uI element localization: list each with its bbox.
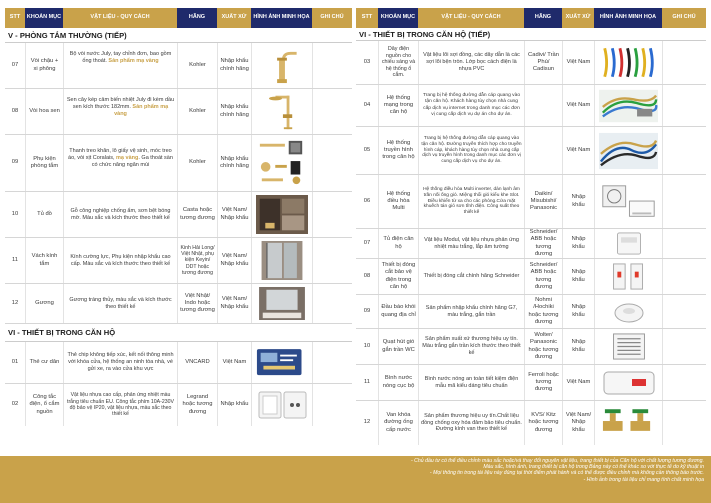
row-desc: Thiết bị đóng cắt chính hãng Schneider [418, 259, 524, 294]
accessories-image [254, 136, 310, 190]
header-note: GHI CHÚ [312, 8, 352, 28]
table-row [5, 384, 352, 426]
row-brand [524, 85, 562, 126]
row-item: Hệ thống truyền hình trong căn hộ [378, 127, 418, 174]
row-note [312, 238, 352, 283]
table-row [356, 401, 706, 445]
row-stt: 10 [363, 342, 371, 349]
row-desc: Trang bị hệ thống đường dẫn cáp quang vào tận căn hộ. Đường truyền thích hợp cho truyền hình cáp, khách hàng tùy chọn nhà cung cấp dịch vụ truyền hình trong danh mục các đơn vị cung cấp dịch vụ cho dự án. [418, 127, 524, 174]
row-note [662, 127, 706, 174]
section-title: VI - THIẾT BỊ TRONG CĂN HỘ [5, 324, 352, 342]
row-desc: Sen cây kép cảm biến nhiệt July đi kèm dầu sen kích thước 182mm. Sản phẩm mạ vàng [63, 89, 177, 134]
smoke-image [597, 296, 660, 327]
row-item: Gương [25, 284, 63, 323]
table-row [356, 41, 706, 85]
row-stt: 08 [363, 272, 371, 279]
row-item: Công tắc điện, ổ cắm nguồn [25, 384, 63, 426]
row-item: Thẻ cư dân [25, 342, 63, 383]
header-image: HÌNH ẢNH MINH HỌA [594, 8, 662, 28]
network-image [597, 86, 660, 125]
row-desc: Thẻ chip không tiếp xúc, kết nối thông minh với khóa cửa, hệ thống an ninh tòa nhà, vé gửi xe, ra vào cửa khu vực [63, 342, 177, 383]
row-brand: Legrand hoặc tương đương [177, 384, 217, 426]
row-desc: Bộ vòi nước July, tay chỉnh đơn, bao gồm ống thoát. Sản phẩm mạ vàng [63, 43, 177, 88]
table-row [356, 295, 706, 329]
row-item: Thiết bị đóng cắt bảo vệ điện trong căn hộ [378, 259, 418, 294]
row-origin: Nhập khẩu [562, 329, 594, 364]
row-desc: Sản phẩm nhập khẩu chính hãng G7, màu trắng, gắn trần [418, 295, 524, 328]
row-item: Vách kính tắm [25, 238, 63, 283]
row-origin: Nhập khẩu [217, 384, 251, 426]
row-desc: Thanh treo khăn, lô giấy vệ sinh, móc treo áo, vòi xịt Coralais, mạ vàng. Ga thoát sàn có chức năng ngăn mùi [63, 135, 177, 191]
row-note [312, 384, 352, 426]
table-row [5, 284, 352, 324]
note-line: - Mọi thông tin trong tài liệu này đúng tại thời điểm phát hành và có thể được điều chỉnh mà không cần thông báo trước. [429, 470, 704, 477]
row-stt: 11 [363, 378, 371, 385]
row-origin: Việt Nam/ Nhập khẩu [217, 284, 251, 323]
note-line: - Chủ đầu tư có thể điều chỉnh màu sắc hoặc/và thay đổi nguyên vật liệu, trang thiết bị của Căn hộ với chất lượng tương đương. [410, 458, 704, 464]
row-desc: Vật liệu Modul, vật liệu nhựa phản ứng nhiệt màu trắng, lắp âm tường [418, 229, 524, 258]
table-row [356, 329, 706, 365]
row-item: Van khóa đường ống cấp nước [378, 401, 418, 445]
row-origin: Việt Nam [562, 365, 594, 400]
row-note [662, 229, 706, 258]
switch-image [254, 385, 310, 425]
row-note [662, 401, 706, 445]
table-row [356, 85, 706, 127]
row-item: Hệ thống mạng trong căn hộ [378, 85, 418, 126]
row-stt: 07 [11, 61, 19, 68]
right-table-header [356, 8, 706, 28]
header-stt: STT [5, 8, 25, 28]
row-origin: Nhập khẩu [562, 229, 594, 258]
row-origin: Nhập khẩu [562, 295, 594, 328]
panel-image [597, 230, 660, 257]
table-row [5, 192, 352, 238]
header-item: KHOẢN MỤC [25, 8, 63, 28]
row-origin: Việt Nam [217, 342, 251, 383]
fan-image [597, 330, 660, 363]
row-desc: Kính cường lực, Phụ kiện nhập khẩu cao cấp. Màu sắc và kích thước theo thiết kế [63, 238, 177, 283]
row-origin: Nhập khẩu [562, 259, 594, 294]
row-stt: 01 [11, 358, 19, 365]
wire-image [597, 42, 660, 83]
row-stt: 11 [11, 256, 19, 263]
row-desc: Hệ thống điều hòa Multi inverter, dàn lạnh âm trần nối ống gió. Miệng thổi gió kiểu khe Slot. Điều khiển từ xa cho các phòng.Cửa mặt khuếch tán gió sơn tĩnh điện. Công suất theo thiết kế [418, 175, 524, 228]
row-item: Bình nước nóng cục bộ [378, 365, 418, 400]
row-item: Quạt hút gió gắn trần WC [378, 329, 418, 364]
row-desc: Trang bị hệ thống đường dẫn cáp quang vào tận căn hộ. Khách hàng tùy chọn nhà cung cấp dịch vụ internet trong danh mục các đơn vị cung cấp dịch vụ dự án cho dự án. [418, 85, 524, 126]
row-origin: Nhập khẩu chính hãng [217, 43, 251, 88]
row-brand: Daikin/ Misubishi/ Panasonic [524, 175, 562, 228]
row-item: Tủ điện căn hộ [378, 229, 418, 258]
valve-image [597, 402, 660, 444]
header-spec: VẬT LIỆU - QUY CÁCH [418, 8, 524, 28]
mirror-image [254, 285, 310, 322]
row-origin: Nhập khẩu [562, 175, 594, 228]
header-brand: HÃNG [524, 8, 562, 28]
card-image [254, 343, 310, 382]
row-note [662, 365, 706, 400]
table-row [5, 43, 352, 89]
row-item: Hệ thống điều hòa Multi [378, 175, 418, 228]
row-note [312, 89, 352, 134]
row-origin: Việt Nam/ Nhập khẩu [217, 192, 251, 237]
note-line: Màu sắc, hình ảnh, trang thiết bị căn hộ trong Bảng này có thể khác so với thực tế do kỹ thuật in [483, 464, 704, 471]
table-row [5, 238, 352, 284]
row-brand: Kohler [177, 89, 217, 134]
row-stt: 04 [363, 101, 371, 108]
row-brand: Nohmi /Hochiki hoặc tương đương [524, 295, 562, 328]
row-brand: Ferroli hoặc tương đương [524, 365, 562, 400]
right-spec-table [356, 8, 706, 445]
row-note [312, 43, 352, 88]
table-row [5, 342, 352, 384]
row-note [662, 41, 706, 84]
table-row [356, 229, 706, 259]
section-title: V - PHÒNG TẮM THƯỜNG (TIẾP) [5, 28, 352, 43]
table-row [356, 127, 706, 175]
row-desc: Sản phẩm xuất xứ thương hiệu uy tín. Màu trắng gắn trần kích thước theo thiết kế [418, 329, 524, 364]
row-origin: Việt Nam [562, 85, 594, 126]
row-item: Đầu báo khói quang địa chỉ [378, 295, 418, 328]
footer-band [0, 456, 711, 503]
row-origin: Việt Nam/ Nhập khẩu [562, 401, 594, 445]
table-row [356, 259, 706, 295]
row-stt: 09 [363, 307, 371, 314]
ac-image [597, 176, 660, 227]
header-spec: VẬT LIỆU - QUY CÁCH [63, 8, 177, 28]
row-note [312, 342, 352, 383]
row-note [662, 259, 706, 294]
row-brand: KVS/ Kitz hoặc tương đương [524, 401, 562, 445]
row-brand: Kohler [177, 43, 217, 88]
breaker-image [597, 260, 660, 293]
row-stt: 10 [11, 210, 19, 217]
row-note [662, 175, 706, 228]
faucet-image [254, 44, 310, 87]
tv-image [597, 128, 660, 173]
row-item: Phụ kiện phòng tắm [25, 135, 63, 191]
row-stt: 09 [11, 159, 19, 166]
row-brand: Kinh Hải Long/ Việt Nhật, phụ kiện Keyin/ DDT hoặc tương đương [177, 238, 217, 283]
row-desc: Sản phẩm thương hiệu uy tín.Chất liệu đồng chống oxy hóa đảm bảo tiêu chuẩn. Đường kính van theo thiết kế [418, 401, 524, 445]
table-row [5, 135, 352, 192]
row-stt: 06 [363, 197, 371, 204]
left-table-header [5, 8, 352, 28]
row-brand: VNCARD [177, 342, 217, 383]
row-item: Dây điện nguồn cho chiếu sáng và hệ thống ổ cắm. [378, 41, 418, 84]
header-note: GHI CHÚ [662, 8, 706, 28]
table-row [356, 175, 706, 229]
row-note [662, 295, 706, 328]
row-origin: Nhập khẩu chính hãng [217, 89, 251, 134]
disclaimer-notes [330, 458, 704, 483]
row-item: Vòi hoa sen [25, 89, 63, 134]
row-brand: Việt Nhật/ Indo hoặc tương đương [177, 284, 217, 323]
header-item: KHOẢN MỤC [378, 8, 418, 28]
row-brand: Schneider/ ABB hoặc tương đương [524, 259, 562, 294]
row-origin: Nhập khẩu chính hãng [217, 135, 251, 191]
cabinet-image [254, 193, 310, 236]
row-stt: 08 [11, 107, 19, 114]
table-row [5, 89, 352, 135]
row-brand: Kohler [177, 135, 217, 191]
row-item: Vòi chậu + xi phông [25, 43, 63, 88]
shower-image [254, 90, 310, 133]
row-desc: Gỗ công nghiệp chống ẩm, sơn bệt bóng mờ. Màu sắc và kích thước theo thiết kế [63, 192, 177, 237]
left-spec-table [5, 8, 352, 426]
header-image: HÌNH ẢNH MINH HỌA [251, 8, 312, 28]
row-stt: 02 [11, 401, 19, 408]
note-line: - Hình ảnh trong tài liệu chỉ mang tính chất minh họa [583, 476, 704, 483]
table-row [356, 365, 706, 401]
header-origin: XUẤT XỨ [217, 8, 251, 28]
row-origin: Việt Nam/ Nhập khẩu [217, 238, 251, 283]
row-stt: 05 [363, 146, 371, 153]
row-origin: Việt Nam [562, 127, 594, 174]
row-stt: 12 [11, 299, 19, 306]
row-brand [524, 127, 562, 174]
header-brand: HÃNG [177, 8, 217, 28]
row-stt: 07 [363, 239, 371, 246]
row-stt: 03 [363, 58, 371, 65]
heater-image [597, 366, 660, 399]
row-item: Tủ đồ [25, 192, 63, 237]
row-note [662, 329, 706, 364]
row-brand: Cadivi/ Trần Phú/ Cadisun [524, 41, 562, 84]
row-note [312, 135, 352, 191]
row-stt: 12 [363, 419, 371, 426]
header-origin: XUẤT XỨ [562, 8, 594, 28]
row-note [312, 192, 352, 237]
row-desc: Vật liệu nhựa cao cấp, phản ứng nhiệt màu trắng tiêu chuẩn EU. Công tắc phím 10A-230V độ bảo vệ IP20, vật liệu nhựa, màu sắc theo thiết kế [63, 384, 177, 426]
row-brand: Wolter/ Panasonic hoặc tương đương [524, 329, 562, 364]
row-note [662, 85, 706, 126]
row-brand: Schneider/ ABB hoặc tương đương [524, 229, 562, 258]
row-note [312, 284, 352, 323]
section-title: VI - THIẾT BỊ TRONG CĂN HỘ (TIẾP) [356, 28, 706, 41]
glass-image [254, 239, 310, 282]
header-stt: STT [356, 8, 378, 28]
row-desc: Vật liệu lõi sợi đồng, các dây dẫn là các sợi lõi bện tròn. Lớp bọc cách điện là nhựa PVC [418, 41, 524, 84]
row-desc: Gương tráng thủy, màu sắc và kích thước theo thiết kế [63, 284, 177, 323]
row-origin: Việt Nam [562, 41, 594, 84]
row-desc: Bình nước nóng an toàn tiết kiệm điện mẫu mã kiểu dáng tiêu chuẩn [418, 365, 524, 400]
row-brand: Casta hoặc tương đương [177, 192, 217, 237]
